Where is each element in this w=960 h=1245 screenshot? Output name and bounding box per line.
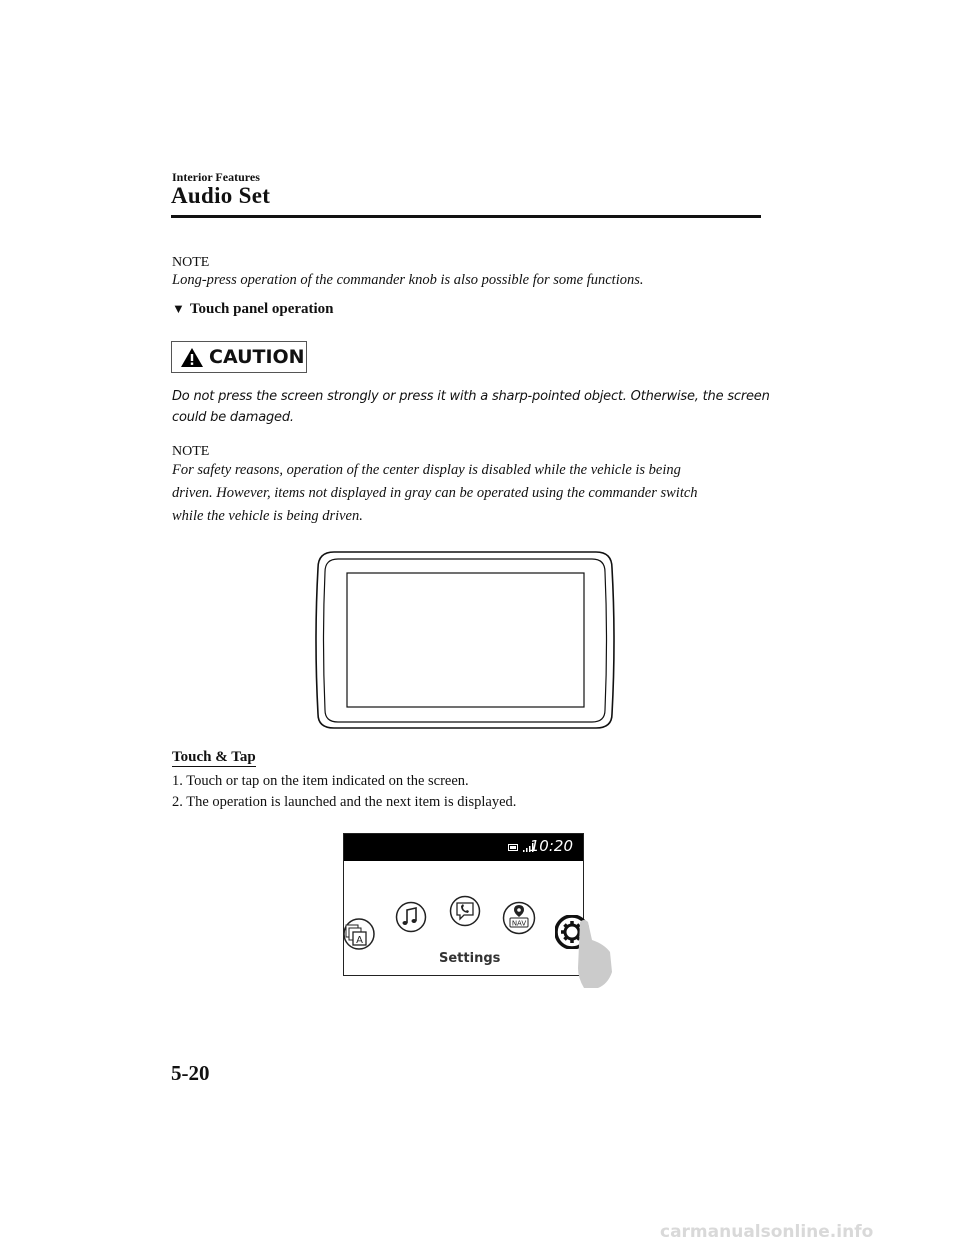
page-number: 5-20 xyxy=(171,1061,210,1085)
note-line: For safety reasons, operation of the center display is disabled while the vehicle is being xyxy=(172,462,681,478)
warning-icon xyxy=(180,347,204,368)
note-text: Long-press operation of the commander knob is also possible for some functions. xyxy=(172,272,644,288)
applications-icon[interactable] xyxy=(342,917,376,951)
nav-label: NAV xyxy=(511,919,527,928)
music-icon[interactable] xyxy=(395,901,427,933)
phone-icon[interactable] xyxy=(449,895,481,927)
app-letter: A xyxy=(356,935,363,946)
page-title: Audio Set xyxy=(171,183,271,208)
section-marker-icon: ▼ xyxy=(172,301,185,316)
note-line: driven. However, items not displayed in gray can be operated using the commander switch xyxy=(172,485,698,501)
home-screen-illustration xyxy=(343,833,584,976)
clock-time: 10:20 xyxy=(529,837,573,855)
note-heading: NOTE xyxy=(172,444,210,459)
touch-panel-heading xyxy=(172,301,334,318)
note-line: while the vehicle is being driven. xyxy=(172,508,363,524)
touch-tap-heading: Touch & Tap xyxy=(172,749,256,765)
touch-finger-icon xyxy=(570,918,616,990)
touch-panel-heading-text: Touch panel operation xyxy=(189,301,334,317)
caution-label: CAUTION xyxy=(209,346,305,368)
caution-text: Do not press the screen strongly or press it with a sharp-pointed object. Otherwise, the screen could be damaged. xyxy=(172,389,770,425)
status-bar xyxy=(344,834,583,861)
note-heading: NOTE xyxy=(172,255,210,270)
settings-label: Settings xyxy=(439,951,501,966)
caution-badge xyxy=(171,341,307,373)
navigation-icon[interactable] xyxy=(502,901,536,935)
watermark: carmanualsonline.info xyxy=(660,1222,874,1242)
list-item: 2. The operation is launched and the next item is displayed. xyxy=(172,794,517,810)
battery-icon xyxy=(508,844,519,851)
list-item: 1. Touch or tap on the item indicated on the screen. xyxy=(172,773,469,789)
title-divider xyxy=(171,215,761,218)
note-text xyxy=(172,459,762,528)
steps-list xyxy=(172,771,516,813)
section-label: Interior Features xyxy=(172,170,260,184)
center-display-illustration xyxy=(312,546,618,734)
